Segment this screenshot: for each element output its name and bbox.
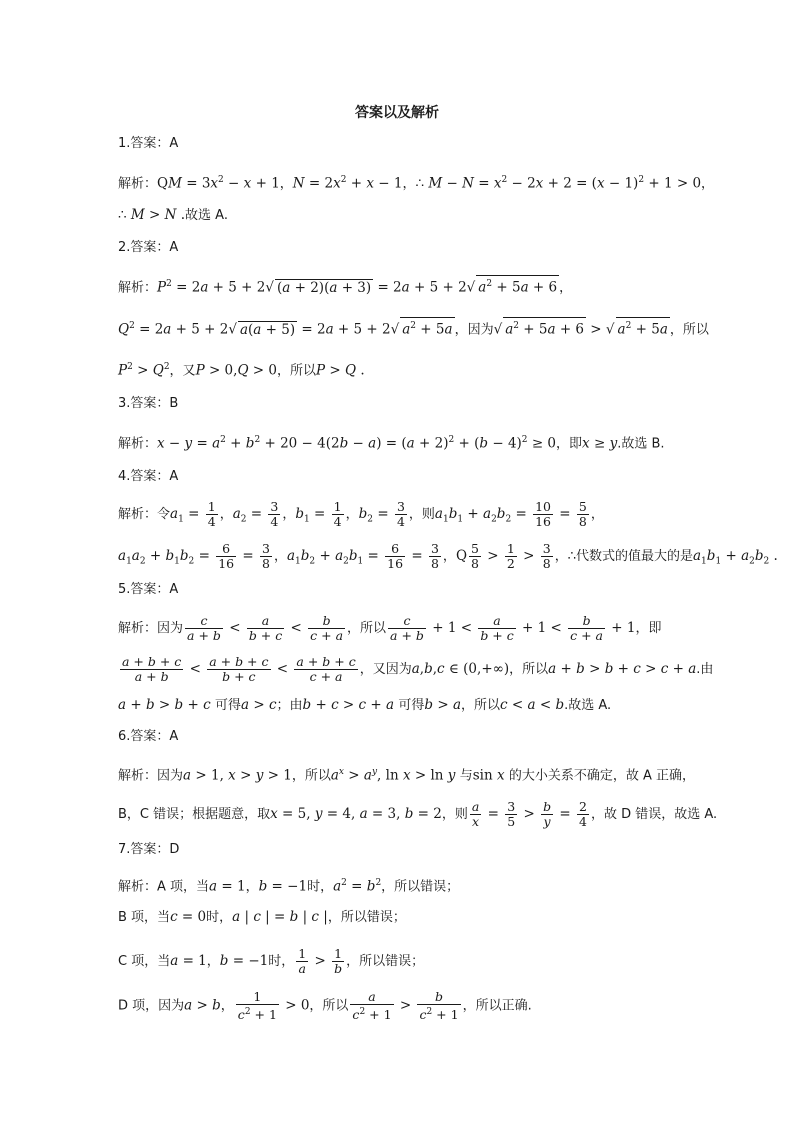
- explanation-1-line-1: 解析：QM = $3x^2 - x + 1$，$N = 2x^2 + x - 1$，∴ $M - N = x^2 - 2x + 2 = (x - 1)^2 + 1 > 0$，: [118, 175, 715, 192]
- explanation-2-line-1: 解析：$P^2 = 2a + 5 + 2√$ (a + 2)(a + 3) = 2a + 5 + 2√ $a^2 + 5a + 6$ ，: [118, 274, 572, 299]
- explanation-5-line-3: a + b > b + c 可得a > c；由b + c > c + a 可得b > a，所以c < a < b.故选 A.: [118, 697, 612, 713]
- explanation-2-line-2: $Q^2 = 2a + 5 + 2√$ a(a + 5) = 2a + 5 + 2√ $a^2 + 5a$ ，因为√ $a^2 + 5a + 6$ > √ $a^2 + 5a$ ，所以: [118, 316, 709, 341]
- explanation-6-line-2: B，C 错误；根据题意，取x = 5, y = 4, a = 3, b = 2，则 $\frac{a}{x}$ = $\frac{3}{5}$ > $\frac{b}{y}$ = $\frac{2}{4}$ ，故 D 错误，故选 A.: [118, 799, 718, 829]
- answer-5: 5.答案：A: [118, 582, 179, 597]
- explanation-3: 解析：$x - y = a^2 + b^2 + 20 - 4(2b - a) = (a + 2)^2 + (b - 4)^2 \ge 0$，即x ≥ y.故选 B.: [118, 435, 665, 452]
- answer-2: 2.答案：A: [118, 240, 179, 255]
- explanation-4-line-1: 解析：令$a_1$ = $\frac{1}{4}$ ，$a_2$ = $\frac{3}{4}$ ，$b_1$ = $\frac{1}{4}$ ，$b_2$ = $\frac{3}{4}$ ，则$a_1b_1 + a_2b_2$ = $\frac{10}{16}$ = $\frac{5}{8}$ ，: [118, 499, 604, 529]
- explanation-2-line-3: $P^2 > Q^2$，又P > 0,Q > 0，所以P > Q .: [118, 362, 365, 379]
- explanation-4-line-2: $a_1a_2 + b_1b_2$ = $\frac{6}{16}$ = $\frac{3}{8}$ ，$a_1b_2 + a_2b_1$ = $\frac{6}{16}$ = $\frac{3}{8}$ ，Q $\frac{5}{8}$ > $\frac{1}{2}$ > $\frac{3}{8}$ ，∴代数式的值最大的是$a_1b_1 + a_2b_2$ .: [118, 541, 778, 571]
- explanation-7-line-2: B 项，当c = 0时，a | c | = b | c |，所以错误；: [118, 909, 406, 925]
- page-title: 答案以及解析: [355, 105, 439, 121]
- explanation-5-line-2: $\frac{a + b + c}{a + b}$ < $\frac{a + b + c}{b + c}$ < $\frac{a + b + c}{c + a}$ ，又因为a,b,c ∈ (0,+∞)，所以a + b > b + c > c + a.由: [122, 654, 714, 684]
- explanation-6-line-1: 解析：因为a > 1, x > y > 1，所以$a^x > a^y$, ln x > ln y 与sin x 的大小关系不确定，故 A 正确，: [118, 767, 696, 784]
- explanation-7-line-3: C 项，当a = 1，b = −1时， $\frac{1}{a}$ > $\frac{1}{b}$ ，所以错误；: [118, 946, 425, 976]
- answer-6: 6.答案：A: [118, 729, 179, 744]
- answer-3: 3.答案：B: [118, 396, 179, 411]
- answer-1: 1.答案：A: [118, 136, 179, 151]
- explanation-7-line-4: D 项，因为a > b， $\frac{1}{c^2 + 1}$ > 0，所以 $\frac{a}{c^2 + 1}$ > $\frac{b}{c^2 + 1}$ ，所以正确.: [118, 989, 532, 1023]
- explanation-7-line-1: 解析：A 项，当a = 1，b = −1时，$a^2 = b^2$，所以错误；: [118, 878, 460, 895]
- explanation-1-line-2: ∴ M > N .故选 A.: [118, 207, 228, 223]
- answer-7: 7.答案：D: [118, 842, 180, 857]
- explanation-5-line-1: 解析：因为 $\frac{c}{a + b}$ < $\frac{a}{b + c}$ < $\frac{b}{c + a}$ ，所以 $\frac{c}{a + b}$ + 1 < $\frac{a}{b + c}$ + 1 < $\frac{b}{c + a}$ + 1，即: [118, 613, 662, 643]
- answer-4: 4.答案：A: [118, 469, 179, 484]
